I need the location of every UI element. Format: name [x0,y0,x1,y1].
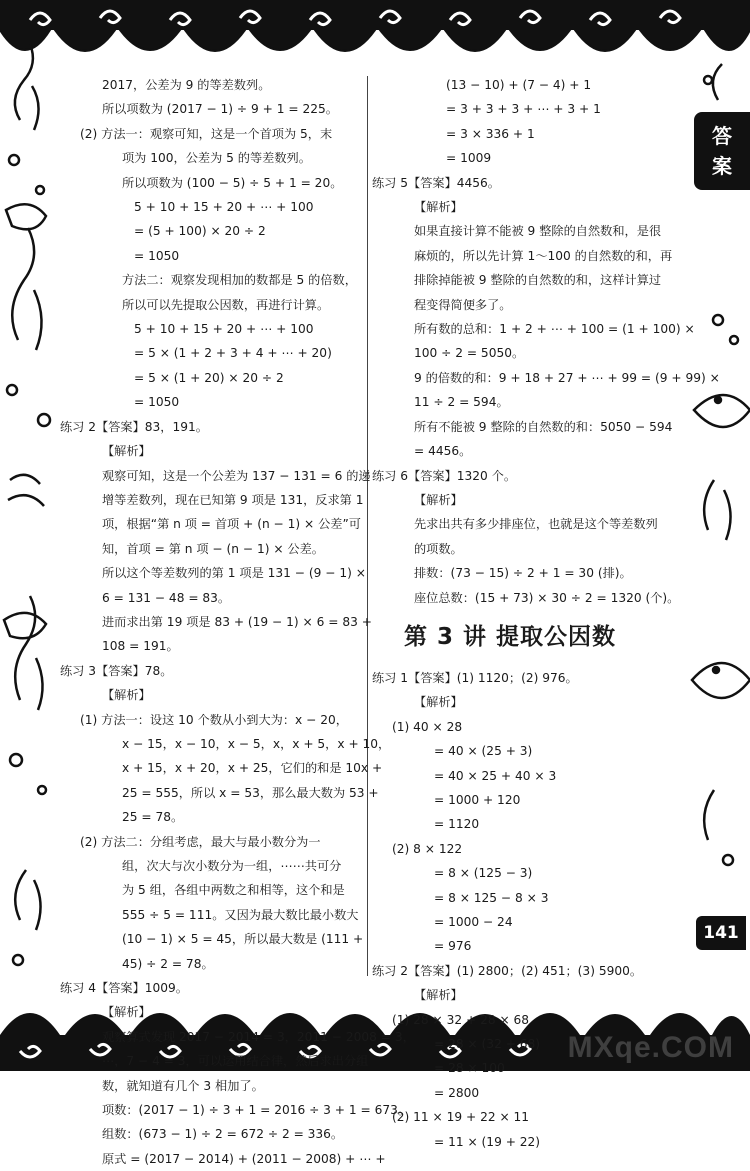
text-line: = 40 × (25 + 3) [434,744,533,759]
text-line: x − 15，x − 10，x − 5，x，x + 5，x + 10， [122,736,391,751]
answer-tab [694,112,750,190]
text-line: 练习 4【答案】1009。 [60,981,188,996]
text-line: 9 的倍数的和：9 + 18 + 27 + ⋯ + 99 = (9 + 99) × [414,370,720,385]
right-fish-border [688,60,750,1000]
text-line: = 1000 + 120 [434,792,521,807]
text-line: 练习 3【答案】78。 [60,663,173,678]
text-line: (1) 方法一：设这 10 个数从小到大为：x − 20， [80,712,348,727]
text-line: 项为 100，公差为 5 的等差数列。 [122,151,311,166]
text-line: 【解析】 [102,444,151,459]
text-line: 108 = 191。 [102,639,179,654]
text-line: = 3 + 3 + 3 + ⋯ + 3 + 1 [446,102,601,117]
text-line: (2) 8 × 122 [392,841,463,856]
text-line: (1) 28 × 32 + 28 × 68 [392,1012,530,1027]
section-heading: 第 3 讲 提取公因数 [404,623,617,650]
text-line: 进而求出第 19 项是 83 + (19 − 1) × 6 = 83 + [102,614,372,629]
text-line: 观察算式发现 2017 − 2014 = 3，2011 − 2008 = 3， [102,1029,415,1044]
text-line: 组，次大与次小数分为一组，⋯⋯共可分 [122,859,342,873]
text-line: 11 ÷ 2 = 594。 [414,395,509,410]
text-line: = 28 × (32 + 68) [434,1037,541,1052]
text-line: 知，首项 = 第 n 项 − (n − 1) × 公差。 [102,541,324,556]
left-column [60,73,415,1171]
text-line: 程变得简便多了。 [414,297,512,312]
answer-tab-char-1: 答 [712,124,732,148]
text-line: 练习 1【答案】(1) 1120；(2) 976。 [372,670,578,685]
text-line: 观察可知，这是一个公差为 137 − 131 = 6 的递 [102,468,371,483]
text-line: (2) 方法二：分组考虑，最大与最小数分为一 [80,834,321,849]
text-line: 所以可以先提取公因数，再进行计算。 [122,297,330,312]
top-wave-border [0,0,750,72]
text-line: 数，就知道有几个 3 相加了。 [102,1078,264,1093]
text-line: 组数：(673 − 1) ÷ 2 = 672 ÷ 2 = 336。 [102,1127,344,1142]
text-line: 练习 2【答案】83，191。 [60,419,208,434]
text-line: 【解析】 [102,1005,151,1020]
text-line: = (5 + 100) × 20 ÷ 2 [134,224,266,239]
right-column-bottom [372,666,688,1154]
text-line: = 8 × (125 − 3) [434,866,533,881]
text-line: 项，根据“第 n 项 = 首项 + (n − 1) × 公差”可 [102,517,361,532]
text-line: (2) 方法一：观察可知，这是一个首项为 5，末 [80,126,333,141]
text-line: = 5 × (1 + 2 + 3 + 4 + ⋯ + 20) [134,346,332,361]
text-line: = 1050 [134,395,180,410]
text-line: 所以项数为 (100 − 5) ÷ 5 + 1 = 20。 [122,175,343,190]
text-line: (1) 40 × 28 [392,719,463,734]
text-line: 100 ÷ 2 = 5050。 [414,346,525,361]
text-line: 所有不能被 9 整除的自然数的和：5050 − 594 [414,419,673,434]
text-line: 排除掉能被 9 整除的自然数的和，这样计算过 [414,273,662,288]
text-line: 【解析】 [414,492,463,507]
text-line: 【解析】 [102,688,151,703]
text-line: 25 = 78。 [122,810,184,825]
text-line: = 4456。 [414,444,472,459]
text-line: = 976 [434,939,472,954]
text-line: 45) ÷ 2 = 78。 [122,956,214,971]
text-line: 所以项数为 (2017 − 1) ÷ 9 + 1 = 225。 [102,102,338,117]
text-line: 原式 = (2017 − 2014) + (2011 − 2008) + ⋯ + [102,1151,386,1166]
text-line: 【解析】 [414,988,463,1003]
right-column-top [372,73,720,610]
text-line: 排数：(73 − 15) ÷ 2 + 1 = 30 (排)。 [414,566,632,581]
right-column [372,73,720,1154]
answer-tab-char-2: 案 [712,154,732,178]
left-seaweed-border [0,60,64,1000]
text-line: (2) 11 × 19 + 22 × 11 [392,1110,530,1125]
text-line: 5 + 10 + 15 + 20 + ⋯ + 100 [134,200,314,215]
text-line: 6 = 131 − 48 = 83。 [102,590,231,605]
text-line: 5 + 10 + 15 + 20 + ⋯ + 100 [134,322,314,337]
text-line: = 1050 [134,248,180,263]
column-divider [367,76,368,976]
text-line: 【解析】 [414,695,463,710]
text-line: 25 = 555，所以 x = 53，那么最大数为 53 + [122,785,379,800]
text-line: = 5 × (1 + 20) × 20 ÷ 2 [134,370,284,385]
text-line: 练习 2【答案】(1) 2800；(2) 451；(3) 5900。 [372,963,643,978]
text-line: = 2800 [434,1085,480,1100]
text-line: = 1120 [434,817,480,832]
text-line: 先求出共有多少排座位，也就是这个等差数列 [414,517,658,532]
page-number: 141 [696,916,746,950]
text-line: (10 − 1) × 5 = 45，所以最大数是 (111 + [122,932,364,947]
text-line: x + 15，x + 20，x + 25，它们的和是 10x + [122,761,383,776]
text-line: 所有数的总和：1 + 2 + ⋯ + 100 = (1 + 100) × [414,322,695,337]
text-line: 麻烦的，所以先计算 1～100 的自然数的和，再 [414,248,673,263]
text-line: = 40 × 25 + 40 × 3 [434,768,557,783]
text-line: = 1000 − 24 [434,915,513,929]
text-line: ⋯，7 − 4 = 3，可以运用结合律，然后求出分组 [102,1054,369,1069]
text-line: = 1009 [446,151,492,166]
text-line: 2017，公差为 9 的等差数列。 [102,78,271,92]
text-line: 为 5 组，各组中两数之和相等，这个和是 [122,883,345,898]
text-line: 增等差数列，现在已知第 9 项是 131，反求第 1 [102,492,364,507]
text-line: 如果直接计算不能被 9 整除的自然数和，是很 [414,224,662,239]
text-line: 555 ÷ 5 = 111。又因为最大数比最小数大 [122,907,359,922]
text-line: 练习 5【答案】4456。 [372,175,500,190]
text-line: 练习 6【答案】1320 个。 [372,468,517,483]
text-line: 的项数。 [414,541,463,556]
text-line: 方法二：观察发现相加的数都是 5 的倍数， [122,273,357,288]
text-line: = 3 × 336 + 1 [446,126,535,141]
text-line: 【解析】 [414,200,463,215]
text-line: = 11 × (19 + 22) [434,1134,541,1149]
watermark-logo: MXqe.COM [567,1031,734,1064]
text-line: = 28 × 100 [434,1061,505,1076]
text-line: 项数：(2017 − 1) ÷ 3 + 1 = 2016 ÷ 3 + 1 = 673。 [102,1103,411,1118]
text-line: = 8 × 125 − 8 × 3 [434,890,549,905]
text-line: (13 − 10) + (7 − 4) + 1 [446,78,592,92]
text-line: 座位总数：(15 + 73) × 30 ÷ 2 = 1320 (个)。 [414,590,680,605]
text-line: 所以这个等差数列的第 1 项是 131 − (9 − 1) × [102,566,366,581]
